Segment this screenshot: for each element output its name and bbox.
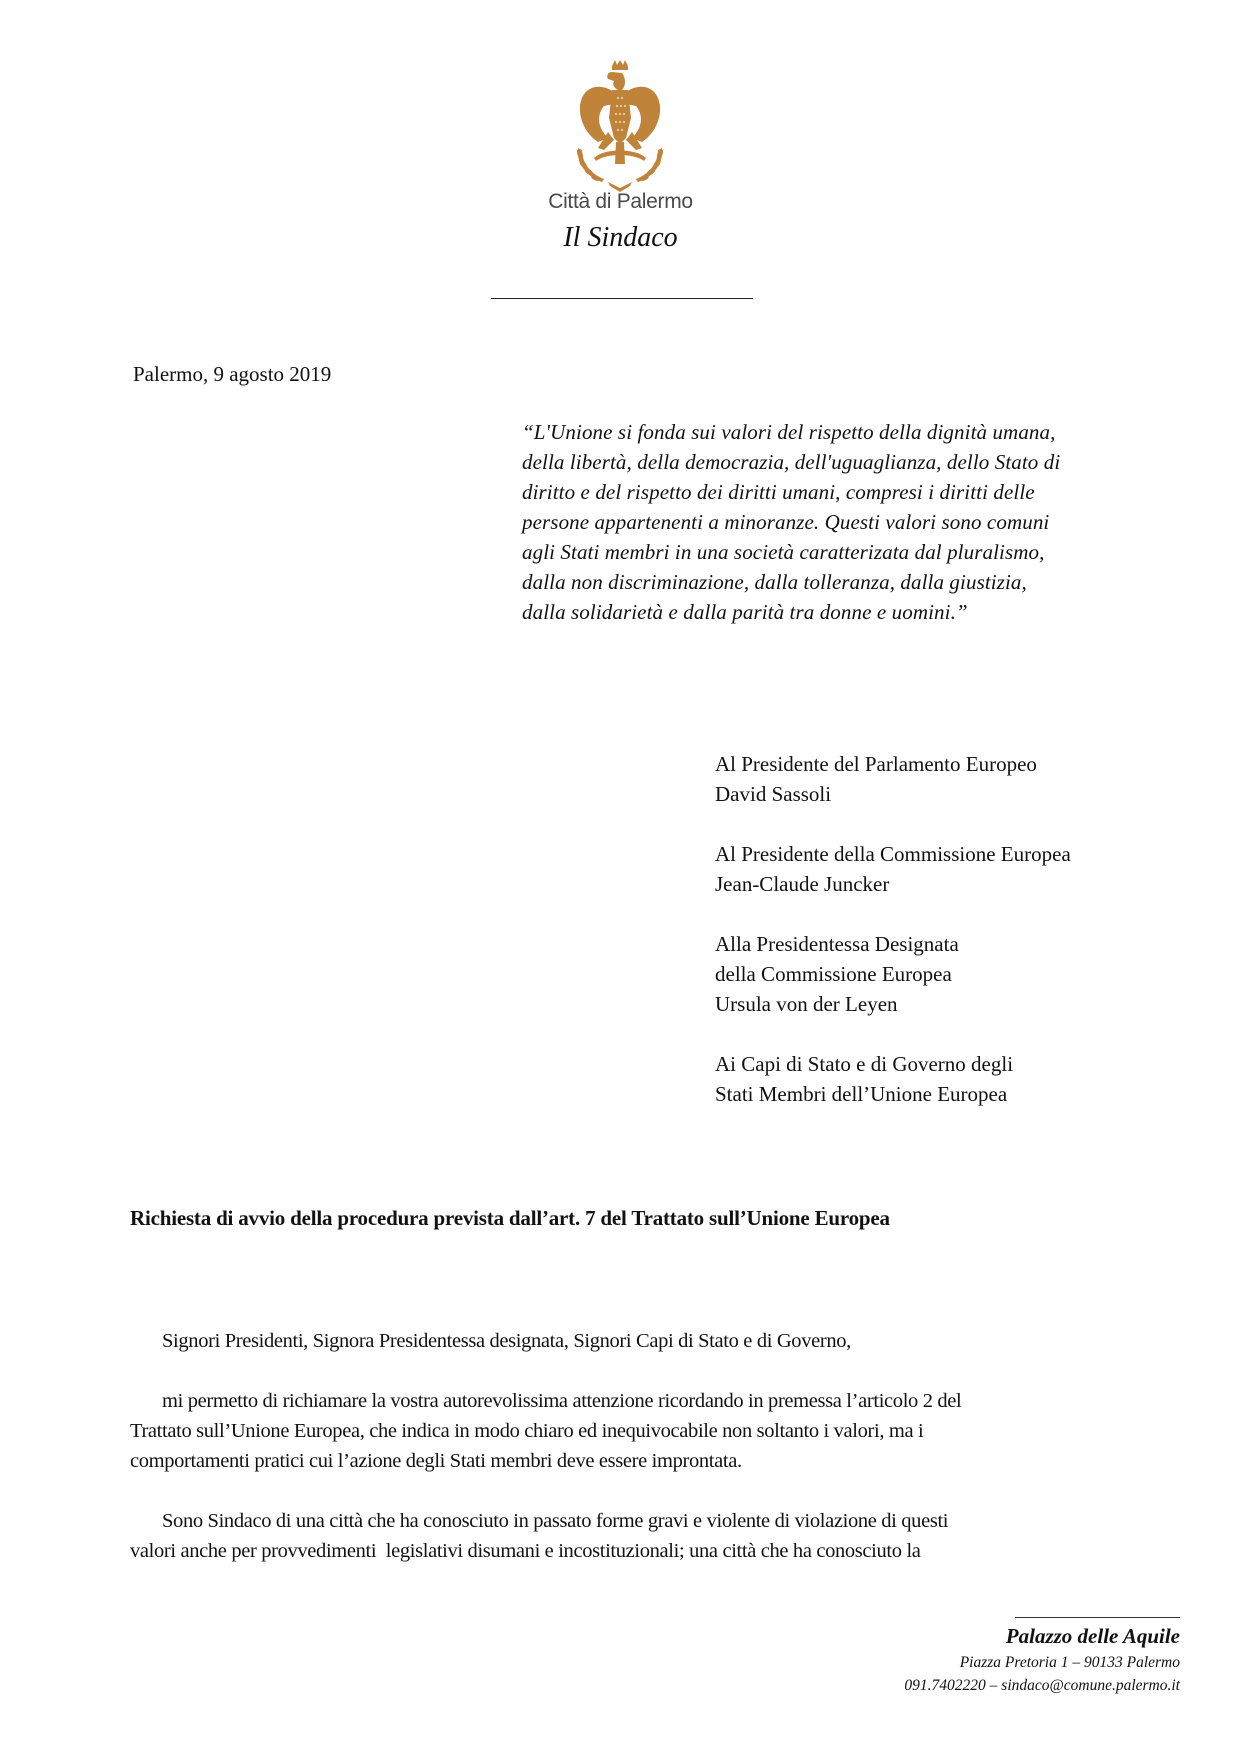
body-line: comportamenti pratici cui l’azione degli Stati membri deve essere improntata. (130, 1450, 742, 1472)
quote-line: dalla solidarietà e dalla parità tra donne e uomini.” (522, 600, 968, 624)
city-name: Città di Palermo (548, 190, 693, 213)
quote-line: dalla non discriminazione, dalla tolleranza, dalla giustizia, (522, 570, 1027, 594)
footer-divider (1015, 1617, 1180, 1618)
footer-address: Piazza Pretoria 1 – 90133 Palermo (959, 1654, 1180, 1671)
salutation: Signori Presidenti, Signora Presidentessa designata, Signori Capi di Stato e di Governo, (162, 1330, 851, 1352)
letter-date: Palermo, 9 agosto 2019 (133, 362, 332, 386)
quote-line: diritto e del rispetto dei diritti umani, compresi i diritti delle (522, 480, 1035, 504)
addressee-line: Al Presidente del Parlamento Europeo (715, 752, 1037, 776)
footer-building: Palazzo delle Aquile (1005, 1624, 1180, 1648)
city-emblem-eagle-icon (568, 60, 672, 192)
addressee-line: della Commissione Europea (715, 962, 952, 986)
letter-subject: Richiesta di avvio della procedura prevista dall’art. 7 del Trattato sull’Unione Europea (130, 1206, 890, 1230)
office-title: Il Sindaco (563, 222, 678, 253)
addressee-line: David Sassoli (715, 782, 832, 806)
quote-line: della libertà, della democrazia, dell'uguaglianza, dello Stato di (522, 450, 1061, 474)
footer-contact: 091.7402220 – sindaco@comune.palermo.it (904, 1677, 1180, 1694)
addressee-line: Alla Presidentessa Designata (715, 932, 959, 956)
quote-line: “L'Unione si fonda sui valori del rispetto della dignità umana, (522, 420, 1056, 444)
addressee-line: Ursula von der Leyen (715, 992, 898, 1016)
addressee-line: Stati Membri dell’Unione Europea (715, 1082, 1008, 1106)
body-line: mi permetto di richiamare la vostra autorevolissima attenzione ricordando in premessa l’articolo 2 del (162, 1390, 962, 1412)
body-line: Sono Sindaco di una città che ha conosciuto in passato forme gravi e violente di violazione di questi (162, 1510, 949, 1532)
addressee-line: Ai Capi di Stato e di Governo degli (715, 1052, 1014, 1076)
header-divider (491, 298, 753, 299)
addressee-line: Jean-Claude Juncker (715, 872, 890, 896)
quote-line: agli Stati membri in una società caratterizata dal pluralismo, (522, 540, 1045, 564)
addressee-line: Al Presidente della Commissione Europea (715, 842, 1071, 866)
body-line: valori anche per provvedimenti legislativi disumani e incostituzionali; una città che ha conosciuto la (130, 1540, 921, 1562)
body-line: Trattato sull’Unione Europea, che indica in modo chiaro ed inequivocabile non soltanto i valori, ma i (130, 1420, 924, 1442)
quote-line: persone appartenenti a minoranze. Questi valori sono comuni (522, 510, 1050, 534)
